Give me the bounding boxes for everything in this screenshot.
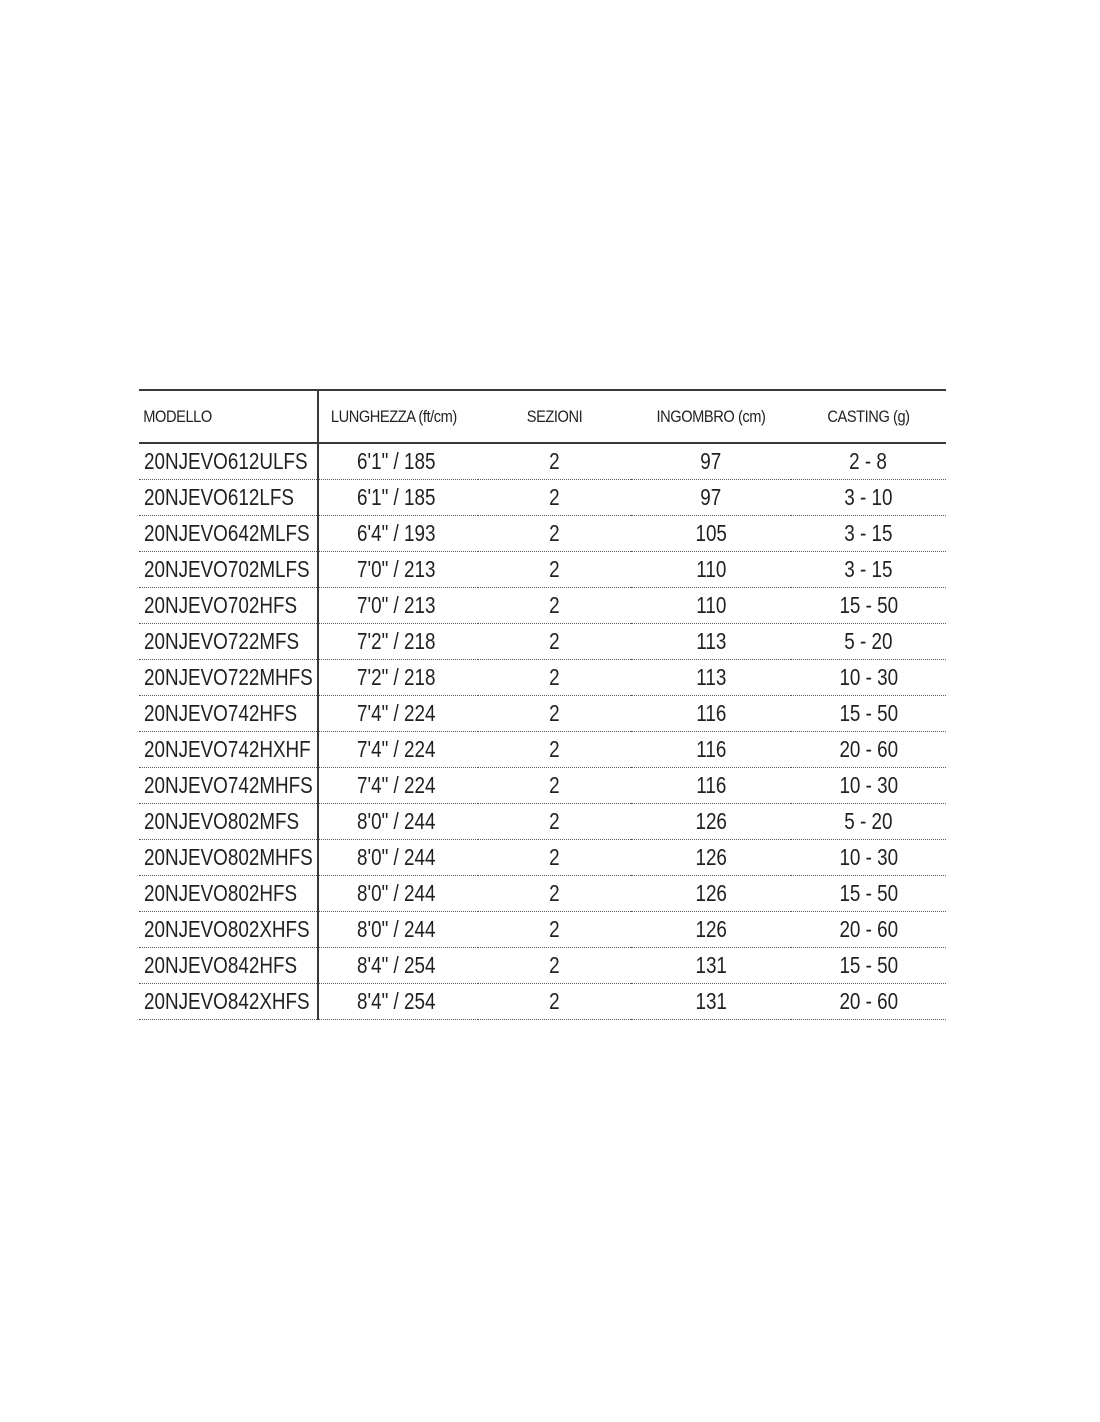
table-row (139, 695, 946, 731)
cell-ingombro: 116 (631, 695, 791, 731)
table-row (139, 623, 946, 659)
cell-casting: 20 - 60 (791, 983, 946, 1019)
cell-modello: 20NJEVO802HFS (139, 875, 318, 911)
cell-casting: 15 - 50 (791, 947, 946, 983)
cell-sezioni: 2 (478, 443, 631, 479)
cell-sezioni: 2 (478, 875, 631, 911)
cell-ingombro: 97 (631, 443, 791, 479)
table-row (139, 839, 946, 875)
cell-sezioni: 2 (478, 587, 631, 623)
table-row (139, 983, 946, 1019)
cell-ingombro: 126 (631, 839, 791, 875)
cell-casting: 15 - 50 (791, 875, 946, 911)
header-ingombro: INGOMBRO (cm) (642, 390, 780, 443)
table-row (139, 767, 946, 803)
cell-modello: 20NJEVO722MFS (139, 623, 318, 659)
cell-modello: 20NJEVO612LFS (139, 479, 318, 515)
cell-lunghezza: 7'4" / 224 (318, 767, 478, 803)
cell-modello: 20NJEVO742HFS (139, 695, 318, 731)
cell-sezioni: 2 (478, 767, 631, 803)
table-row (139, 587, 946, 623)
cell-modello: 20NJEVO722MHFS (139, 659, 318, 695)
cell-modello: 20NJEVO802MFS (139, 803, 318, 839)
cell-modello: 20NJEVO842XHFS (139, 983, 318, 1019)
cell-modello: 20NJEVO742MHFS (139, 767, 318, 803)
table-row (139, 479, 946, 515)
cell-sezioni: 2 (478, 803, 631, 839)
cell-sezioni: 2 (478, 623, 631, 659)
cell-casting: 3 - 10 (791, 479, 946, 515)
cell-lunghezza: 8'0" / 244 (318, 911, 478, 947)
cell-ingombro: 131 (631, 983, 791, 1019)
table-row (139, 443, 946, 479)
cell-casting: 3 - 15 (791, 551, 946, 587)
cell-ingombro: 110 (631, 551, 791, 587)
cell-sezioni: 2 (478, 515, 631, 551)
cell-lunghezza: 7'4" / 224 (318, 731, 478, 767)
cell-lunghezza: 8'0" / 244 (318, 803, 478, 839)
cell-lunghezza: 6'4" / 193 (318, 515, 478, 551)
cell-sezioni: 2 (478, 947, 631, 983)
cell-sezioni: 2 (478, 839, 631, 875)
table-row (139, 515, 946, 551)
table-row (139, 659, 946, 695)
cell-modello: 20NJEVO642MLFS (139, 515, 318, 551)
cell-modello: 20NJEVO802MHFS (139, 839, 318, 875)
cell-modello: 20NJEVO702MLFS (139, 551, 318, 587)
cell-casting: 2 - 8 (791, 443, 946, 479)
spec-table (139, 389, 946, 1020)
header-casting: CASTING (g) (802, 390, 935, 443)
cell-casting: 10 - 30 (791, 767, 946, 803)
cell-ingombro: 126 (631, 875, 791, 911)
cell-lunghezza: 7'2" / 218 (318, 659, 478, 695)
cell-casting: 5 - 20 (791, 803, 946, 839)
spec-table-header (139, 390, 946, 443)
cell-ingombro: 126 (631, 911, 791, 947)
cell-casting: 10 - 30 (791, 659, 946, 695)
cell-lunghezza: 8'0" / 244 (318, 839, 478, 875)
table-row (139, 731, 946, 767)
cell-ingombro: 110 (631, 587, 791, 623)
cell-lunghezza: 7'0" / 213 (318, 587, 478, 623)
cell-ingombro: 97 (631, 479, 791, 515)
cell-lunghezza: 8'4" / 254 (318, 947, 478, 983)
cell-modello: 20NJEVO842HFS (139, 947, 318, 983)
cell-casting: 20 - 60 (791, 911, 946, 947)
table-row (139, 875, 946, 911)
cell-lunghezza: 7'2" / 218 (318, 623, 478, 659)
cell-casting: 20 - 60 (791, 731, 946, 767)
cell-casting: 10 - 30 (791, 839, 946, 875)
cell-ingombro: 105 (631, 515, 791, 551)
cell-casting: 3 - 15 (791, 515, 946, 551)
cell-lunghezza: 7'0" / 213 (318, 551, 478, 587)
header-sezioni: SEZIONI (489, 390, 621, 443)
cell-ingombro: 113 (631, 659, 791, 695)
table-row (139, 947, 946, 983)
cell-sezioni: 2 (478, 659, 631, 695)
cell-lunghezza: 8'0" / 244 (318, 875, 478, 911)
table-row (139, 911, 946, 947)
header-row (139, 390, 946, 443)
cell-casting: 5 - 20 (791, 623, 946, 659)
cell-ingombro: 131 (631, 947, 791, 983)
table-row (139, 803, 946, 839)
header-lunghezza: LUNGHEZZA (ft/cm) (318, 390, 456, 443)
cell-lunghezza: 6'1" / 185 (318, 443, 478, 479)
cell-sezioni: 2 (478, 479, 631, 515)
cell-casting: 15 - 50 (791, 587, 946, 623)
cell-ingombro: 116 (631, 731, 791, 767)
cell-lunghezza: 7'4" / 224 (318, 695, 478, 731)
header-modello: MODELLO (139, 390, 293, 443)
cell-casting: 15 - 50 (791, 695, 946, 731)
cell-sezioni: 2 (478, 983, 631, 1019)
cell-sezioni: 2 (478, 731, 631, 767)
cell-modello: 20NJEVO702HFS (139, 587, 318, 623)
cell-modello: 20NJEVO612ULFS (139, 443, 318, 479)
cell-ingombro: 116 (631, 767, 791, 803)
cell-modello: 20NJEVO802XHFS (139, 911, 318, 947)
cell-sezioni: 2 (478, 551, 631, 587)
cell-sezioni: 2 (478, 695, 631, 731)
cell-ingombro: 126 (631, 803, 791, 839)
spec-table-body (139, 443, 946, 1019)
cell-sezioni: 2 (478, 911, 631, 947)
cell-lunghezza: 6'1" / 185 (318, 479, 478, 515)
cell-lunghezza: 8'4" / 254 (318, 983, 478, 1019)
table-row (139, 551, 946, 587)
cell-modello: 20NJEVO742HXHF (139, 731, 318, 767)
cell-ingombro: 113 (631, 623, 791, 659)
